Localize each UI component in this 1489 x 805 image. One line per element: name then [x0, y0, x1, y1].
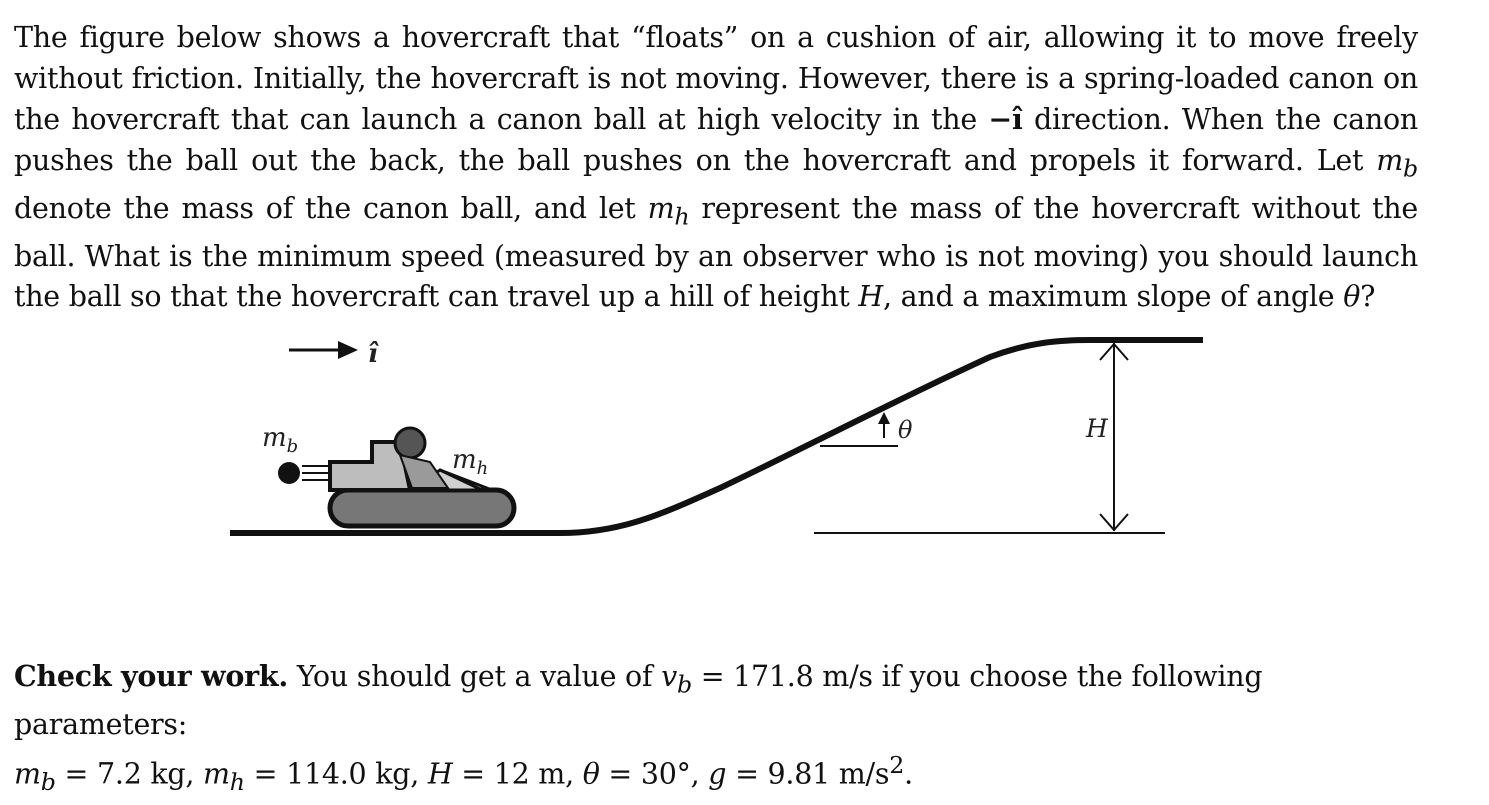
- param-theta: = 30°,: [599, 757, 709, 791]
- craft-mass-label: $m_h$: [452, 445, 489, 479]
- unit-vector-arrow: [289, 341, 358, 359]
- symbol-mb: m: [1376, 143, 1404, 177]
- check-heading: Check your work.: [14, 659, 289, 693]
- canon-ball: [278, 462, 300, 484]
- hovercraft-figure: [0, 320, 1489, 560]
- minus-i-hat: −î: [988, 102, 1023, 136]
- symbol-theta: θ: [1343, 280, 1361, 314]
- vb-value: = 171.8 m/s: [691, 660, 873, 693]
- param-mb: = 7.2 kg,: [55, 757, 204, 791]
- symbol-vb: v: [661, 660, 677, 693]
- symbol-mh: m: [647, 191, 675, 225]
- problem-statement: The figure below shows a hovercraft that “floats” on a cushion of air, allowing it to move freely without friction. Initially, the hovercraft is not moving. However, there is a spring-loaded canon on the hovercraft that can launch a canon ball at high velocity in the −î direction. When the canon pushes the ball out the back, the ball pushes on the hovercraft and propels it forward. Let $m_b$ denote the mass of the canon ball, and let $m_h$ represent the mass of the hovercraft without the ball. What is the minimum speed (measured by an observer who is not moving) you should launch the ball so that the hovercraft can travel up a hill of height H, and a maximum slope of angle θ?: [14, 21, 1419, 314]
- ball-mass-label: $m_b$: [262, 423, 299, 457]
- param-mh: = 114.0 kg,: [244, 757, 428, 791]
- param-H: = 12 m,: [452, 757, 583, 791]
- unit-vector-label: î: [368, 339, 378, 369]
- symbol-H: H: [858, 280, 884, 314]
- height-label: H: [1086, 414, 1108, 443]
- param-g: = 9.81 m/s: [726, 757, 890, 791]
- check-your-work: Check your work. You should get a value of $v_b = 171.8$ m/s if you choose the following parameters: $m_b = 7.2$ kg, $m_h = 114.0$ kg, H = 12 m, θ = 30°, g = 9.81 $m/s^2$.: [14, 659, 1263, 796]
- angle-label: θ: [898, 416, 913, 444]
- motion-lines: [302, 466, 330, 480]
